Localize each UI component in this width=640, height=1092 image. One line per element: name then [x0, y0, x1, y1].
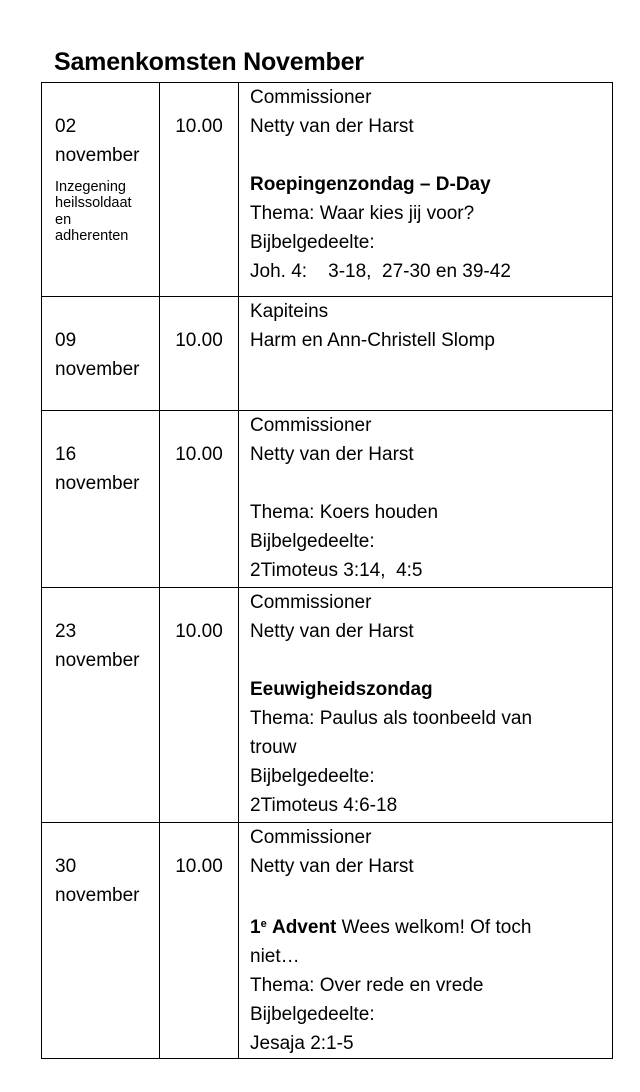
- time-cell: [160, 83, 239, 297]
- heading-number: 1: [250, 917, 261, 938]
- table-row: [42, 823, 613, 1059]
- bible-label: Bijbelgedeelte:: [250, 531, 375, 552]
- service-heading: Eeuwigheidszondag: [250, 679, 433, 700]
- speaker-role: Commissioner: [250, 87, 372, 108]
- speaker-role: Commissioner: [250, 592, 372, 613]
- date-day: 02: [55, 116, 77, 137]
- bible-reference: Joh. 4: 3-18, 27-30 en 39-42: [250, 261, 511, 282]
- heading-subtitle: Wees welkom! Of toch: [336, 917, 532, 938]
- speaker-name: Netty van der Harst: [250, 444, 414, 465]
- heading-superscript: e: [260, 918, 267, 930]
- speaker-role: Kapiteins: [250, 301, 329, 322]
- schedule-table: [41, 82, 613, 1059]
- speaker-name: Netty van der Harst: [250, 621, 414, 642]
- bible-label: Bijbelgedeelte:: [250, 766, 375, 787]
- date-cell: [42, 297, 160, 411]
- time-cell: [160, 411, 239, 588]
- bible-reference: 2Timoteus 3:14, 4:5: [250, 560, 423, 581]
- time-cell: [160, 297, 239, 411]
- time: 10.00: [175, 116, 223, 137]
- service-theme: Thema: Waar kies jij voor?: [250, 203, 475, 224]
- date-note: Inzegening heilssoldaat en adherenten: [55, 179, 132, 245]
- time: 10.00: [175, 330, 223, 351]
- date-cell: [42, 411, 160, 588]
- service-theme: Thema: Koers houden: [250, 502, 439, 523]
- date-month: november: [55, 145, 140, 166]
- table-row: [42, 83, 613, 297]
- date-day: 09: [55, 330, 77, 351]
- date-cell: [42, 588, 160, 823]
- description-cell: [239, 411, 613, 588]
- date-month: november: [55, 885, 140, 906]
- heading-title: Advent: [271, 917, 337, 938]
- description-cell: [239, 83, 613, 297]
- bible-reference: 2Timoteus 4:6-18: [250, 795, 398, 816]
- description-cell: [239, 588, 613, 823]
- bible-label: Bijbelgedeelte:: [250, 232, 375, 253]
- page-title: Samenkomsten November: [54, 48, 364, 76]
- time: 10.00: [175, 621, 223, 642]
- service-theme-continued: trouw: [250, 737, 297, 758]
- speaker-name: Netty van der Harst: [250, 116, 414, 137]
- service-theme: Thema: Paulus als toonbeeld van: [250, 708, 533, 729]
- date-month: november: [55, 359, 140, 380]
- date-day: 23: [55, 621, 77, 642]
- service-heading: Roepingenzondag – D-Day: [250, 174, 491, 195]
- time: 10.00: [175, 856, 223, 877]
- time-cell: [160, 588, 239, 823]
- time-cell: [160, 823, 239, 1059]
- table-row: [42, 411, 613, 588]
- date-day: 16: [55, 444, 77, 465]
- table-row: [42, 297, 613, 411]
- speaker-name: Harm en Ann-Christell Slomp: [250, 330, 495, 351]
- bible-reference: Jesaja 2:1-5: [250, 1033, 354, 1054]
- description-cell: [239, 823, 613, 1059]
- description-cell: [239, 297, 613, 411]
- table-row: [42, 588, 613, 823]
- bible-label: Bijbelgedeelte:: [250, 1004, 375, 1025]
- date-month: november: [55, 650, 140, 671]
- heading-subtitle-continued: niet…: [250, 946, 300, 967]
- service-heading: [250, 910, 612, 942]
- date-day: 30: [55, 856, 77, 877]
- speaker-role: Commissioner: [250, 415, 372, 436]
- date-cell: [42, 83, 160, 297]
- date-month: november: [55, 473, 140, 494]
- time: 10.00: [175, 444, 223, 465]
- speaker-name: Netty van der Harst: [250, 856, 414, 877]
- date-cell: [42, 823, 160, 1059]
- service-theme: Thema: Over rede en vrede: [250, 975, 484, 996]
- speaker-role: Commissioner: [250, 827, 372, 848]
